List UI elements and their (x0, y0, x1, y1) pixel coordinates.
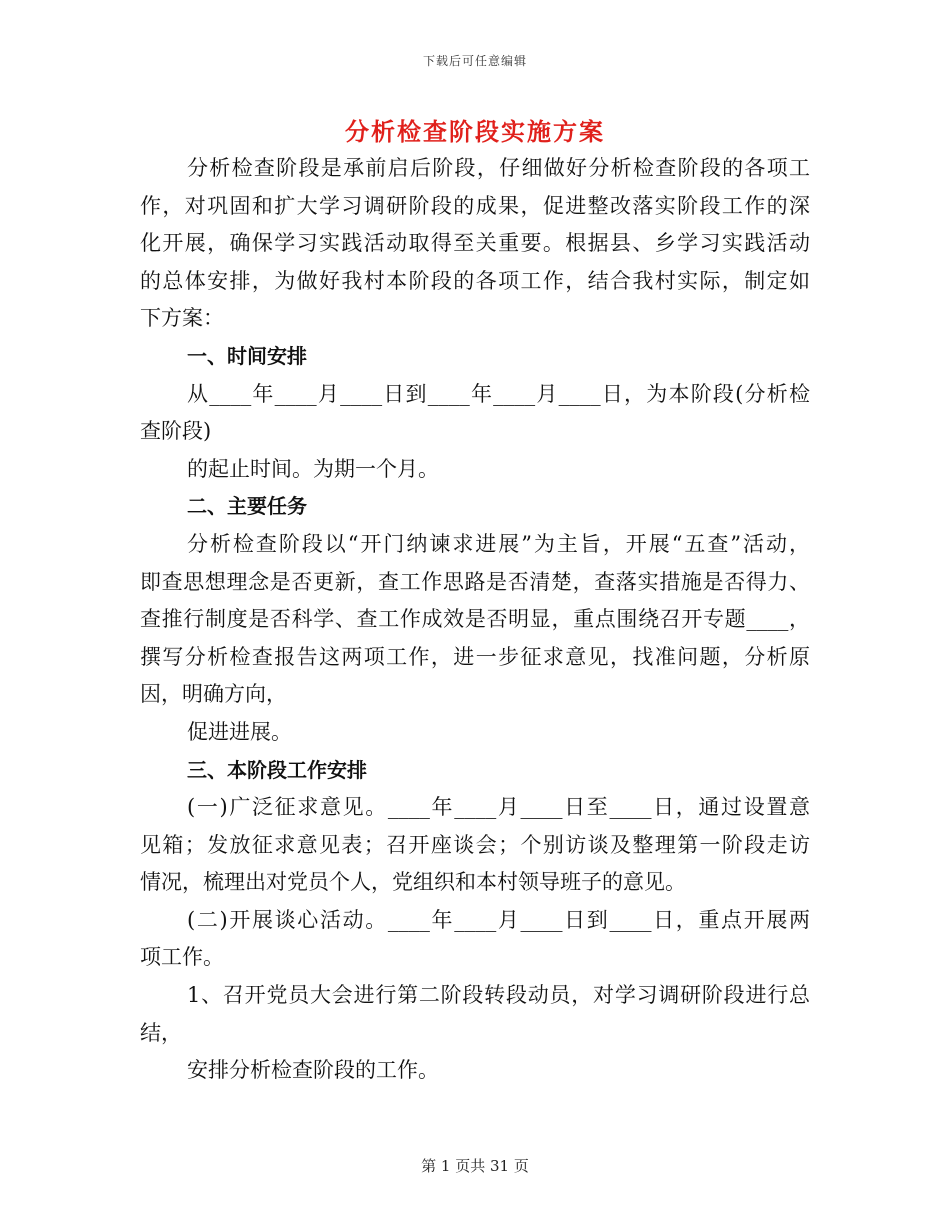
paragraph-line: 因，明确方向， (140, 682, 287, 707)
paragraph-line: 见箱；发放征求意见表；召开座谈会；个别访谈及整理第一阶段走访 (140, 832, 810, 857)
paragraph-line: 的总体安排，为做好我村本阶段的各项工作，结合我村实际，制定如 (140, 268, 810, 293)
paragraph-line: 情况，梳理出对党员个人，党组织和本村领导班子的意见。 (140, 870, 686, 895)
document-title: 分析检查阶段实施方案 (345, 118, 605, 146)
page-number: 第 1 页共 31 页 (421, 1157, 529, 1175)
paragraph-line: 分析检查阶段以“开门纳谏求进展”为主旨，开展“五查”活动， (187, 531, 810, 556)
paragraph-line: 查推行制度是否科学、查工作成效是否明显，重点围绕召开专题____， (140, 607, 810, 632)
paragraph-line: 安排分析检查阶段的工作。 (187, 1058, 439, 1083)
paragraph-line: 化开展，确保学习实践活动取得至关重要。根据县、乡学习实践活动 (140, 231, 810, 256)
paragraph-line: 分析检查阶段是承前启后阶段，仔细做好分析检查阶段的各项工 (187, 156, 810, 180)
paragraph-line: (二)开展谈心活动。____年____月____日到____日，重点开展两 (187, 907, 810, 932)
paragraph-line: 促进进展。 (187, 719, 292, 744)
paragraph-line: 从____年____月____日到____年____月____日，为本阶段(分析检 (187, 381, 810, 406)
paragraph-line: 即查思想理念是否更新，查工作思路是否清楚，查落实措施是否得力、 (140, 569, 810, 594)
paragraph-line: 项工作。 (140, 945, 224, 970)
paragraph-line: 下方案： (140, 306, 224, 331)
section-heading-time: 一、时间安排 (187, 343, 307, 368)
paragraph-line: 的起止时间。为期一个月。 (187, 456, 439, 481)
paragraph-line: 结， (140, 1020, 182, 1045)
document-body (140, 150, 810, 1090)
section-heading-tasks: 二、主要任务 (187, 494, 307, 519)
paragraph-line: 撰写分析检查报告这两项工作，进一步征求意见，找准问题，分析原 (140, 644, 810, 669)
section-heading-arrangement: 三、本阶段工作安排 (187, 757, 367, 782)
paragraph-line: 查阶段) (140, 419, 212, 444)
paragraph-line: (一)广泛征求意见。____年____月____日至____日，通过设置意 (187, 795, 810, 820)
page-header-note: 下载后可任意编辑 (422, 54, 527, 68)
paragraph-line: 作，对巩固和扩大学习调研阶段的成果，促进整改落实阶段工作的深 (140, 193, 810, 218)
paragraph-line: 1、召开党员大会进行第二阶段转段动员，对学习调研阶段进行总 (187, 983, 810, 1008)
